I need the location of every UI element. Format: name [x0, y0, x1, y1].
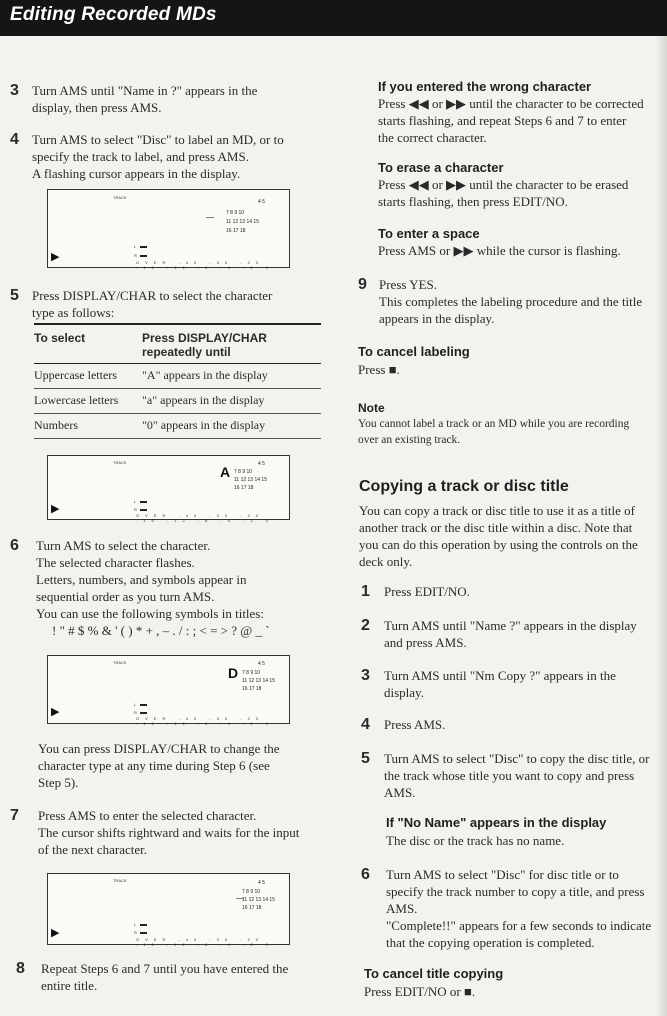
step-text: the track whose title you want to copy and press — [384, 768, 635, 783]
step-text: Turn AMS to select "Disc" to copy the disc title, or — [384, 751, 650, 766]
step-text: Turn AMS to select "Disc" for disc title or to — [386, 867, 619, 882]
step-text: Press DISPLAY/CHAR to select the character — [32, 288, 273, 303]
step-number: 2 — [361, 617, 370, 634]
para-line: You can copy a track or disc title to use it as a title of — [359, 503, 635, 518]
subheading-space: To enter a space — [378, 226, 480, 241]
lcd-track-label: TRACK — [113, 878, 127, 883]
para-line: the correct character. — [378, 130, 487, 145]
lcd-digits: 16 17 18 — [226, 228, 246, 234]
step-number: 8 — [16, 960, 25, 977]
lcd-cursor: _ — [206, 203, 214, 219]
lcd-display — [47, 873, 290, 945]
lcd-cursor: A — [220, 464, 231, 480]
lcd-scale: OVER -40 -30 -20 -16 -12 -8 -4 -2 0 — [136, 937, 275, 947]
note-heading: Note — [358, 401, 385, 415]
lcd-track-label: TRACK — [113, 195, 127, 200]
step-text: Press YES. — [379, 277, 438, 292]
para-line: starts flashing, and repeat Steps 6 and 7 to enter — [378, 113, 627, 128]
step-text: specify the track number to copy a title, and press — [386, 884, 645, 899]
level-bar — [140, 246, 147, 248]
lcd-l-label: L — [134, 922, 137, 927]
lcd-digits: 4 5 — [258, 461, 265, 467]
step-number: 5 — [10, 287, 19, 304]
level-bar — [140, 509, 147, 511]
play-arrow-icon: ▶ — [51, 250, 60, 263]
subheading-no-name: If "No Name" appears in the display — [386, 815, 607, 830]
step-text: This completes the labeling procedure and the title — [379, 294, 643, 309]
no-name-text — [386, 832, 666, 849]
step-text: that the copying operation is completed. — [386, 935, 595, 950]
lcd-track-label: TRACK — [113, 460, 127, 465]
table-cell: Uppercase letters — [34, 364, 142, 389]
step-text: Press EDIT/NO. — [384, 584, 470, 599]
table-cell: "a" appears in the display — [142, 389, 321, 414]
step-text: Repeat Steps 6 and 7 until you have entered the — [41, 961, 289, 976]
level-bar — [140, 712, 147, 714]
lcd-digits: 7 8 9 10 — [234, 469, 253, 475]
play-arrow-icon: ▶ — [51, 502, 60, 515]
lcd-digits: 16 17 18 — [234, 485, 254, 491]
lcd-scale: OVER -40 -30 -20 -16 -12 -8 -4 -2 0 — [136, 513, 275, 523]
para-line: deck only. — [359, 554, 413, 569]
step-text: Press AMS. — [384, 717, 446, 732]
table-header-row — [34, 324, 321, 364]
step-text: AMS. — [384, 785, 416, 800]
erase-text — [378, 176, 667, 210]
lcd-cursor: _ — [236, 884, 244, 900]
step-text: "Complete!!" appears for a few seconds to indicate — [386, 918, 652, 933]
subheading-cancel-labeling: To cancel labeling — [358, 344, 470, 359]
step-text: You can use the following symbols in titles: — [36, 606, 264, 621]
lcd-digits: 7 8 9 10 — [242, 670, 261, 676]
lcd-r-label: R — [134, 507, 137, 512]
section-title-copying: Copying a track or disc title — [359, 478, 569, 495]
cancel-copy-text — [364, 983, 664, 1000]
table-row — [34, 364, 321, 389]
step-text: Letters, numbers, and symbols appear in — [36, 572, 247, 587]
step-text: display. — [384, 685, 424, 700]
step-text: Turn AMS until "Name in ?" appears in the — [32, 83, 258, 98]
step-text: display, then press AMS. — [32, 100, 162, 115]
lcd-digits: 7 8 9 10 — [226, 210, 245, 216]
lcd-digits: 16 17 18 — [242, 905, 262, 911]
step-text: A flashing cursor appears in the display. — [32, 166, 241, 181]
copy-intro — [359, 502, 667, 570]
lcd-digits: 4 5 — [258, 661, 265, 667]
note-line: over an existing track. — [358, 434, 461, 446]
step-text: AMS. — [386, 901, 418, 916]
note-line: You can press DISPLAY/CHAR to change the — [38, 741, 280, 756]
step-number: 3 — [361, 667, 370, 684]
lcd-digits: 7 8 9 10 — [242, 889, 261, 895]
para-line: you can do this operation by using the controls on the — [359, 537, 638, 552]
step-number: 6 — [361, 866, 370, 883]
lcd-l-label: L — [134, 244, 137, 249]
play-arrow-icon: ▶ — [51, 705, 60, 718]
step-text: entire title. — [41, 978, 98, 993]
step-text: specify the track to label, and press AMS. — [32, 149, 249, 164]
table-row — [34, 414, 321, 439]
table-row — [34, 389, 321, 414]
lcd-r-label: R — [134, 710, 137, 715]
note-text — [358, 416, 667, 448]
table-header: To select — [34, 324, 142, 364]
lcd-digits: 11 12 13 14 15 — [242, 678, 275, 684]
step-number: 7 — [10, 807, 19, 824]
para-line: Press ■. — [358, 362, 400, 377]
step-text: and press AMS. — [384, 635, 467, 650]
lcd-digits: 11 12 13 14 15 — [242, 897, 275, 903]
page-title: Editing Recorded MDs — [10, 4, 217, 25]
step-6-note — [38, 740, 328, 791]
step-text: type as follows: — [32, 305, 115, 320]
para-line: starts flashing, then press EDIT/NO. — [378, 194, 568, 209]
level-bar — [140, 501, 147, 503]
step-number: 4 — [10, 131, 19, 148]
level-bar — [140, 932, 147, 934]
lcd-display — [47, 655, 290, 724]
step-number: 1 — [361, 583, 370, 600]
lcd-scale: OVER -40 -30 -20 -16 -12 -8 -4 -2 0 — [136, 260, 275, 270]
subheading-cancel-copy: To cancel title copying — [364, 966, 504, 981]
lcd-digits: 4 5 — [258, 199, 265, 205]
subheading-wrong-character: If you entered the wrong character — [378, 79, 592, 94]
lcd-track-label: TRACK — [113, 660, 127, 665]
lcd-digits: 4 5 — [258, 880, 265, 886]
space-text — [378, 242, 667, 259]
step-text: Press AMS to enter the selected character. — [38, 808, 257, 823]
table-cell: Numbers — [34, 414, 142, 439]
play-arrow-icon: ▶ — [51, 926, 60, 939]
cancel-labeling-text — [358, 361, 667, 378]
lcd-digits: 11 12 13 14 15 — [226, 219, 259, 225]
lcd-display — [47, 189, 290, 268]
step-number: 6 — [10, 537, 19, 554]
lcd-scale: OVER -40 -30 -20 -16 -12 -8 -4 -2 0 — [136, 716, 275, 726]
step-text: sequential order as you turn AMS. — [36, 589, 215, 604]
para-line: Press ◀◀ or ▶▶ until the character to be erased — [378, 177, 629, 192]
note-line: Step 5). — [38, 775, 79, 790]
step-text: The selected character flashes. — [36, 555, 195, 570]
para-line: Press EDIT/NO or ■. — [364, 984, 476, 999]
subheading-erase: To erase a character — [378, 160, 504, 175]
level-bar — [140, 255, 147, 257]
table-cell: "0" appears in the display — [142, 414, 321, 439]
step-text: Turn AMS until "Nm Copy ?" appears in the — [384, 668, 616, 683]
step-text: Turn AMS to select "Disc" to label an MD, or to — [32, 132, 284, 147]
para-line: Press AMS or ▶▶ while the cursor is flashing. — [378, 243, 621, 258]
step-text: The cursor shifts rightward and waits for the input — [38, 825, 300, 840]
level-bar — [140, 924, 147, 926]
step-text: appears in the display. — [379, 311, 495, 326]
symbol-list: ! " # $ % & ' ( ) * + , – . / : ; < = > ? @ _ ` — [52, 623, 270, 638]
note-line: You cannot label a track or an MD while you are recording — [358, 418, 630, 430]
step-number: 4 — [361, 716, 370, 733]
lcd-l-label: L — [134, 702, 137, 707]
character-type-table — [34, 323, 321, 439]
wrong-character-text — [378, 95, 667, 146]
level-bar — [140, 704, 147, 706]
step-text: Turn AMS to select the character. — [36, 538, 211, 553]
table-cell: "A" appears in the display — [142, 364, 321, 389]
lcd-digits: 16 17 18 — [242, 686, 262, 692]
para-line: Press ◀◀ or ▶▶ until the character to be corrected — [378, 96, 644, 111]
lcd-cursor: D — [228, 665, 239, 681]
note-line: character type at any time during Step 6 (see — [38, 758, 270, 773]
step-number: 5 — [361, 750, 370, 767]
table-header: Press DISPLAY/CHAR repeatedly until — [142, 324, 321, 364]
lcd-digits: 11 12 13 14 15 — [234, 477, 267, 483]
header-bar — [0, 0, 667, 36]
step-number: 9 — [358, 276, 367, 293]
step-number: 3 — [10, 82, 19, 99]
step-text: Turn AMS until "Name ?" appears in the display — [384, 618, 637, 633]
lcd-r-label: R — [134, 253, 137, 258]
lcd-l-label: L — [134, 499, 137, 504]
para-line: The disc or the track has no name. — [386, 833, 565, 848]
para-line: another track or the disc title within a disc. Note that — [359, 520, 633, 535]
lcd-display — [47, 455, 290, 523]
lcd-r-label: R — [134, 930, 137, 935]
step-text: of the next character. — [38, 842, 147, 857]
table-cell: Lowercase letters — [34, 389, 142, 414]
